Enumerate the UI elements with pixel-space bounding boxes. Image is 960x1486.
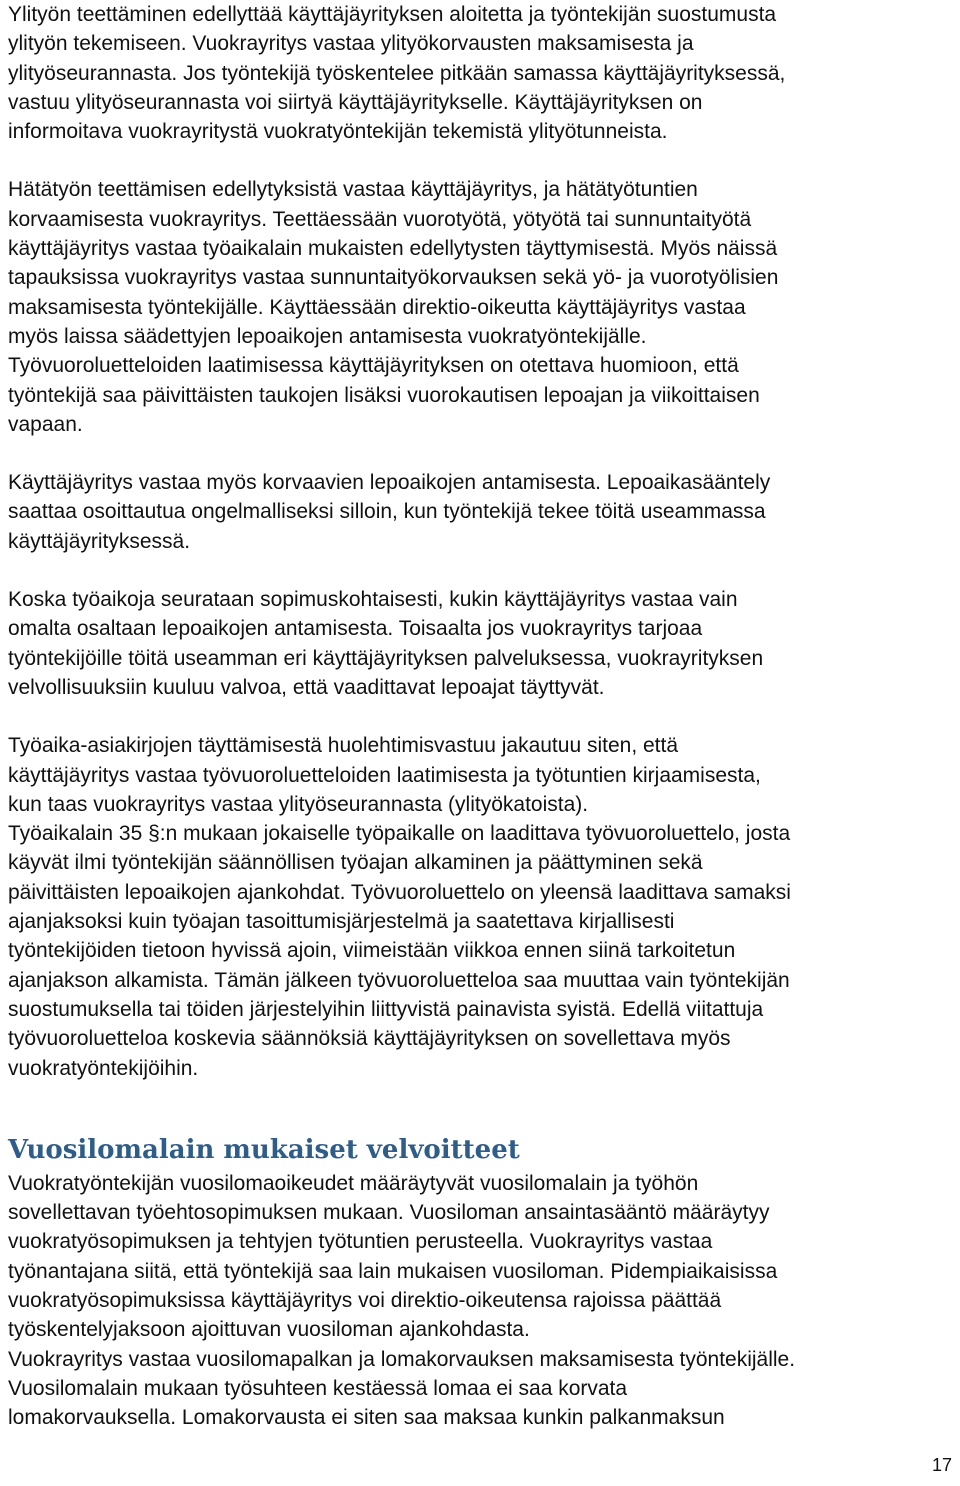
text-line: käyttäjäyritys vastaa työvuoroluetteloiden laatimisesta ja työtuntien kirjaamisesta,	[8, 763, 761, 787]
text-line: suostumuksella tai töiden järjestelyihin liittyvistä painavista syistä. Edellä viitattuja	[8, 997, 764, 1021]
text-line: työnantajana siitä, että työntekijä saa lain mukaisen vuosiloman. Pidempiaikaisissa	[8, 1259, 778, 1283]
text-line: ajanjaksoksi kuin työajan tasoittumisjärjestelmä ja saatettava kirjallisesti	[8, 910, 675, 934]
text-line: vuokratyöntekijöihin.	[8, 1056, 199, 1080]
text-line: kun taas vuokrayritys vastaa ylityöseurannasta (ylityökatoista).	[8, 792, 589, 816]
text-line: Käyttäjäyritys vastaa myös korvaavien lepoaikojen antamisesta. Lepoaikasääntely	[8, 471, 771, 495]
text-line: ajanjakson alkamista. Tämän jälkeen työvuoroluetteloa saa muuttaa vain työntekijän	[8, 968, 790, 992]
text-line: käyttäjäyrityksessä.	[8, 529, 191, 553]
document-page	[8, 0, 956, 1432]
text-line: Työvuoroluetteloiden laatimisessa käyttäjäyrityksen on otettava huomioon, että	[8, 354, 739, 378]
text-line: työntekijöiden tietoon hyvissä ajoin, viimeistään viikkoa ennen siinä tarkoitetun	[8, 939, 736, 963]
text-line: käyvät ilmi työntekijän säännöllisen työajan alkaminen ja päättyminen sekä	[8, 851, 703, 875]
text-line: työskentelyjaksoon ajoittuvan vuosiloman ajankohdasta.	[8, 1318, 530, 1342]
text-line: vastuu ylityöseurannasta voi siirtyä käyttäjäyritykselle. Käyttäjäyrityksen on	[8, 90, 703, 114]
section-heading: Vuosilomalain mukaiset velvoitteet	[8, 1134, 520, 1165]
text-line: korvaamisesta vuokrayritys. Teettäessään vuorotyötä, yötyötä tai sunnuntaityötä	[8, 207, 752, 231]
text-line: ylityöseurannasta. Jos työntekijä työskentelee pitkään samassa käyttäjäyrityksessä,	[8, 61, 786, 85]
text-line: Hätätyön teettämisen edellytyksistä vastaa käyttäjäyritys, ja hätätyötuntien	[8, 178, 698, 202]
paragraph-emergency-work	[8, 175, 956, 439]
text-line: työntekijöille töitä useamman eri käyttäjäyrityksen palveluksessa, vuokrayrityksen	[8, 646, 764, 670]
text-line: Ylityön teettäminen edellyttää käyttäjäyrityksen aloitetta ja työntekijän suostumusta	[8, 3, 777, 26]
text-line: tapauksissa vuokrayritys vastaa sunnuntaityökorvauksen sekä yö- ja vuorotyölisien	[8, 266, 779, 290]
paragraph-annual-holidays	[8, 1169, 956, 1433]
paragraph-overtime	[8, 0, 956, 146]
text-line: vuokratyösopimuksen ja tehtyjen työtuntien perusteella. Vuokrayritys vastaa	[8, 1230, 713, 1254]
text-line: vapaan.	[8, 412, 83, 436]
text-line: työvuoroluetteloa koskevia säännöksiä käyttäjäyrityksen on sovellettava myös	[8, 1027, 731, 1051]
text-line: Koska työaikoja seurataan sopimuskohtaisesti, kukin käyttäjäyritys vastaa vain	[8, 588, 738, 612]
text-line: lomakorvauksella. Lomakorvausta ei siten saa maksaa kunkin palkanmaksun	[8, 1406, 725, 1430]
text-line: Vuosilomalain mukaan työsuhteen kestäessä lomaa ei saa korvata	[8, 1376, 628, 1400]
text-line: maksamisesta työntekijälle. Käyttäessään direktio-oikeutta käyttäjäyritys vastaa	[8, 295, 746, 319]
paragraph-compensatory-rest	[8, 468, 956, 556]
text-line: ylityön tekemiseen. Vuokrayritys vastaa ylityökorvausten maksamisesta ja	[8, 32, 694, 56]
text-line: velvollisuuksiin kuuluu valvoa, että vaadittavat lepoajat täyttyvät.	[8, 675, 605, 699]
text-line: sovellettavan työehtosopimuksen mukaan. Vuosiloman ansaintasääntö määräytyy	[8, 1201, 770, 1225]
paragraph-working-time-records	[8, 731, 956, 1083]
text-line: käyttäjäyritys vastaa työaikalain mukaisten edellytysten täyttymisestä. Myös näissä	[8, 237, 778, 261]
text-line: vuokratyösopimuksissa käyttäjäyritys voi direktio-oikeutensa rajoissa päättää	[8, 1288, 722, 1312]
text-line: Vuokratyöntekijän vuosilomaoikeudet määräytyvät vuosilomalain ja työhön	[8, 1171, 699, 1195]
text-line: omalta osaltaan lepoaikojen antamisesta. Toisaalta jos vuokrayritys tarjoaa	[8, 617, 703, 641]
paragraph-rest-periods	[8, 585, 956, 702]
text-line: Vuokrayritys vastaa vuosilomapalkan ja lomakorvauksen maksamisesta työntekijälle.	[8, 1347, 796, 1371]
text-line: saattaa osoittautua ongelmalliseksi silloin, kun työntekijä tekee töitä useammassa	[8, 500, 766, 524]
text-line: Työaika-asiakirjojen täyttämisestä huolehtimisvastuu jakautuu siten, että	[8, 734, 679, 758]
text-line: päivittäisten lepoaikojen ajankohdat. Työvuoroluettelo on yleensä laadittava samaksi	[8, 880, 791, 904]
text-line: myös laissa säädettyjen lepoaikojen antamisesta vuokratyöntekijälle.	[8, 324, 647, 348]
page-number: 17	[931, 1455, 952, 1475]
text-line: työntekijä saa päivittäisten taukojen lisäksi vuorokautisen lepoajan ja viikoittaisen	[8, 383, 760, 407]
text-line: informoitava vuokrayritystä vuokratyöntekijän tekemistä ylityötunneista.	[8, 120, 668, 144]
text-line: Työaikalain 35 §:n mukaan jokaiselle työpaikalle on laadittava työvuoroluettelo, josta	[8, 822, 791, 846]
